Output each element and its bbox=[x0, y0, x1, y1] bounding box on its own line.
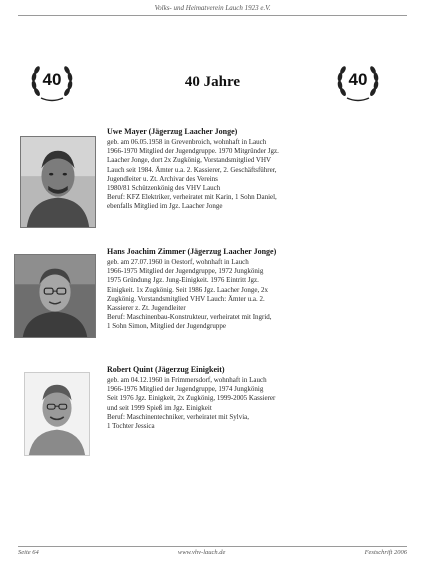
member-line: Beruf: Maschinenbau-Konstrukteur, verheiratet mit Ingrid, bbox=[107, 313, 272, 322]
page-header bbox=[18, 4, 407, 16]
member-line: Seit 1976 Jgz. Einigkeit, 2x Zugkönig, 1999-2005 Kassierer bbox=[107, 394, 276, 403]
member-name: Robert Quint (Jägerzug Einigkeit) bbox=[107, 365, 225, 374]
page-title: 40 Jahre bbox=[184, 74, 241, 90]
anniversary-badge-right bbox=[333, 62, 383, 104]
member-entry-hans-joachim-zimmer bbox=[20, 246, 405, 356]
title-row bbox=[0, 62, 425, 114]
member-details bbox=[107, 126, 405, 212]
member-line: Einigkeit. 1x Zugkönig. Seit 1986 Jgz. Laacher Jonge, 2x bbox=[107, 285, 268, 294]
member-line: geb. am 06.05.1958 in Grevenbroich, wohnhaft in Lauch bbox=[107, 138, 267, 146]
page-footer bbox=[18, 546, 407, 556]
member-details bbox=[107, 364, 405, 431]
anniversary-badge-left bbox=[27, 62, 77, 104]
member-line: 1966-1970 Mitglied der Jugendgruppe. 1970 Mitgründer Jgz. bbox=[107, 147, 279, 156]
website-link[interactable]: www.vhv-lauch.de bbox=[177, 549, 226, 556]
member-line: 1 Tochter Jessica bbox=[107, 422, 155, 431]
member-line: Jugendleiter u. Zt. Archivar des Vereins bbox=[107, 174, 218, 183]
member-line: 1966-1976 Mitglied der Jugendgruppe, 1974 Jungkönig bbox=[107, 385, 264, 394]
badge-number-right: 40 bbox=[348, 70, 368, 89]
member-line: Laacher Jonge, dort 2x Zugkönig, Vorstandsmitglied VHV bbox=[107, 156, 272, 165]
member-line: geb. am 04.12.1960 in Frimmersdorf, wohnhaft in Lauch bbox=[107, 376, 267, 384]
member-details bbox=[107, 246, 405, 332]
member-line: und seit 1999 Spieß im Jgz. Einigkeit bbox=[107, 403, 212, 412]
badge-number-left: 40 bbox=[42, 70, 62, 89]
member-line: Lauch seit 1984. Ämter u.a. 2. Kassierer, 2. Geschäftsführer, bbox=[107, 165, 277, 174]
member-name: Hans Joachim Zimmer (Jägerzug Laacher Jonge) bbox=[107, 247, 277, 256]
member-line: Zugkönig. Vorstandsmitglied VHV Lauch: Ämter u.a. 2. bbox=[107, 294, 265, 303]
member-line: ebenfalls Mitglied im Jgz. Laacher Jonge bbox=[107, 202, 223, 211]
member-portrait bbox=[14, 254, 96, 338]
member-line: geb. am 27.07.1960 in Oestorf, wohnhaft in Lauch bbox=[107, 258, 249, 266]
member-line: Kassierer z. Zt. Jugendleiter bbox=[107, 304, 186, 313]
publication-name: Festschrift 2006 bbox=[364, 549, 407, 556]
association-name: Volks- und Heimatverein Lauch 1923 e.V. bbox=[154, 4, 271, 12]
member-portrait bbox=[24, 372, 90, 456]
member-line: 1980/81 Schützenkönig des VHV Lauch bbox=[107, 184, 221, 193]
member-line: 1966-1975 Mitglied der Jugendgruppe, 1972 Jungkönig bbox=[107, 267, 264, 276]
member-line: 1 Sohn Simon, Mitglied der Jugendgruppe bbox=[107, 322, 226, 331]
member-line: 1975 Gründung Jgz. Jung-Einigkeit. 1976 Eintritt Jgz. bbox=[107, 276, 259, 285]
member-line: Beruf: KFZ Elektriker, verheiratet mit Karin, 1 Sohn Daniel, bbox=[107, 193, 277, 202]
member-entry-robert-quint bbox=[20, 364, 405, 464]
member-portrait bbox=[20, 136, 96, 228]
page-number: Seite 64 bbox=[18, 549, 39, 556]
member-name: Uwe Mayer (Jägerzug Laacher Jonge) bbox=[107, 127, 238, 136]
member-line: Beruf: Maschinentechniker, verheiratet mit Sylvia, bbox=[107, 412, 250, 421]
member-entry-uwe-mayer bbox=[20, 126, 405, 236]
